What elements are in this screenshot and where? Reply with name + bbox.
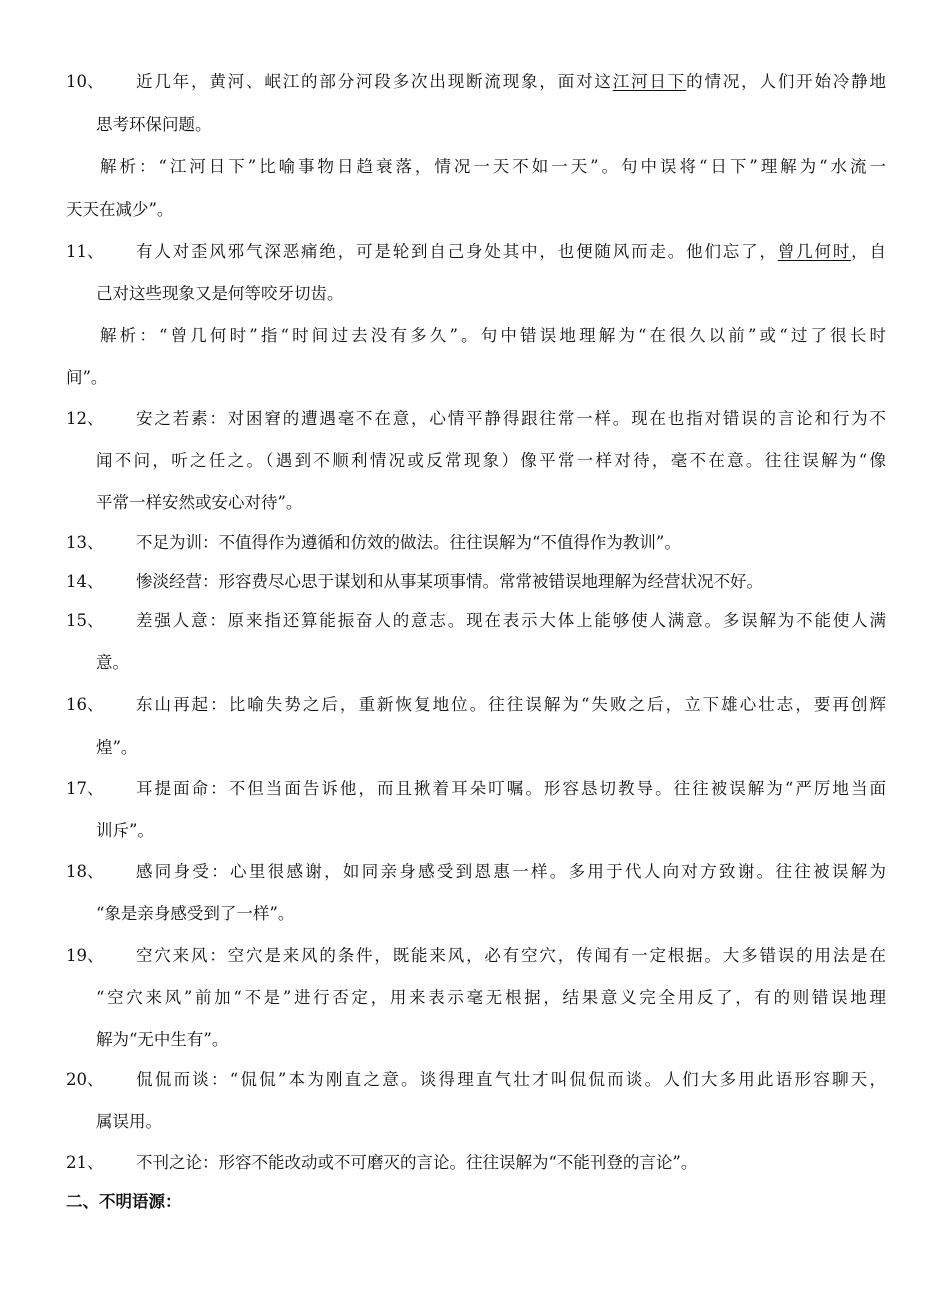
list-item-continuation: 解为“无中生有”。 [96,1030,229,1049]
item-number: 15、 [66,611,104,630]
list-item: 18、 感同身受：心里很感谢，如同亲身感受到恩惠一样。多用于代人向对方致谢。往往被误解为 [0,851,950,893]
list-item [0,61,950,103]
underlined-idiom: 江河日下 [612,72,687,91]
item-text-line: 有人对歪风邪气深恶痛绝，可是轮到自己身处其中，也便随风而走。他们忘了，曾几何时，自 [136,242,887,261]
item-number: 11、 [66,242,104,261]
analysis-line: 解析：“曾几何时”指“时间过去没有多久”。句中错误地理解为“在很久以前”或“过了很长时 [100,326,886,345]
item-number: 21、 [66,1153,104,1172]
list-item-continuation: 思考环保问题。 [96,115,212,134]
item-number: 17、 [66,779,104,798]
list-item: 13、 不足为训：不值得作为遵循和仿效的做法。往往误解为“不值得作为教训”。 [0,522,950,564]
list-item-continuation: 己对这些现象又是何等咬牙切齿。 [96,284,344,303]
list-item-continuation: “空穴来风”前加“不是”进行否定，用来表示毫无根据，结果意义完全用反了，有的则错误地理 [96,988,886,1007]
list-item: 14、 惨淡经营：形容费尽心思于谋划和从事某项事情。常常被错误地理解为经营状况不好。 [0,561,950,603]
item-text-line: 近几年，黄河、岷江的部分河段多次出现断流现象，面对这江河日下的情况，人们开始冷静地 [136,72,887,91]
list-item-continuation: 属误用。 [96,1112,162,1131]
item-number: 10、 [66,72,104,91]
analysis-line: 间”。 [66,368,108,387]
item-number: 20、 [66,1070,104,1089]
list-item-continuation: “象是亲身感受到了一样”。 [96,904,295,923]
item-number: 16、 [66,695,104,714]
list-item-continuation: 平常一样安然或安心对待”。 [96,493,303,512]
list-item-continuation: 煌”。 [96,738,138,757]
list-item: 12、 安之若素：对困窘的遭遇毫不在意，心情平静得跟往常一样。现在也指对错误的言论和行为不 [0,398,950,440]
list-item: 16、 东山再起：比喻失势之后，重新恢复地位。往往误解为“失败之后，立下雄心壮志，要再创辉 [0,684,950,726]
analysis-line: 天天在减少”。 [66,200,174,219]
analysis-line: 解析：“江河日下”比喻事物日趋衰落，情况一天不如一天”。句中误将“日下”理解为“水流一 [100,157,886,176]
list-item: 20、 侃侃而谈：“侃侃”本为刚直之意。谈得理直气壮才叫侃侃而谈。人们大多用此语形容聊天， [0,1059,950,1101]
item-number: 12、 [66,409,104,428]
list-item: 15、 差强人意：原来指还算能振奋人的意志。现在表示大体上能够使人满意。多误解为不能使人满 [0,600,950,642]
item-number: 18、 [66,862,104,881]
list-item: 19、 空穴来风：空穴是来风的条件，既能来风，必有空穴，传闻有一定根据。大多错误的用法是在 [0,935,950,977]
list-item [0,231,950,273]
item-number: 19、 [66,946,104,965]
section-heading: 二、不明语源： [66,1192,182,1211]
item-number: 13、 [66,533,104,552]
list-item-continuation: 意。 [96,653,129,672]
list-item-continuation: 闻不问，听之任之。（遇到不顺利情况或反常现象）像平常一样对待，毫不在意。往往误解为“像 [96,451,886,470]
list-item: 21、 不刊之论：形容不能改动或不可磨灭的言论。往往误解为“不能刊登的言论”。 [0,1142,950,1184]
underlined-idiom: 曾几何时 [777,242,852,261]
list-item-continuation: 训斥”。 [96,821,154,840]
item-number: 14、 [66,572,104,591]
list-item: 17、 耳提面命：不但当面告诉他，而且揪着耳朵叮嘱。形容恳切教导。往往被误解为“严厉地当面 [0,768,950,810]
